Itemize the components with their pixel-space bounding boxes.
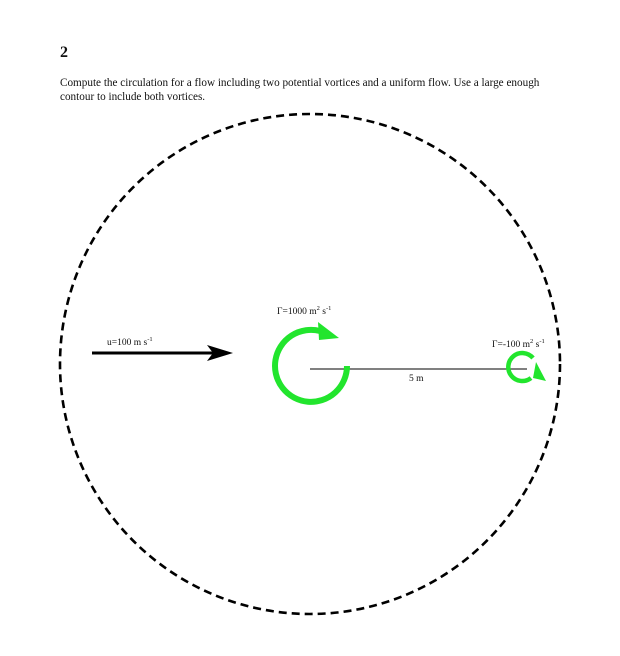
problem-statement: Compute the circulation for a flow including two potential vortices and a uniform flow. Use a large enough contour to include both vortices. xyxy=(60,77,540,103)
problem-number: 2 xyxy=(60,44,68,61)
small-vortex-arrow xyxy=(508,353,546,381)
dashed-contour-circle xyxy=(60,114,560,614)
uniform-flow-label: u=100 m $s^{-1}$ xyxy=(107,336,153,348)
large-vortex-label: Γ=1000 $m^2$ $s^{-1}$ xyxy=(277,305,332,317)
small-vortex-label: Γ=-100 $m^2$ $s^{-1}$ xyxy=(492,338,545,350)
distance-label: 5 m xyxy=(409,374,424,384)
large-vortex-arrow xyxy=(275,322,347,402)
